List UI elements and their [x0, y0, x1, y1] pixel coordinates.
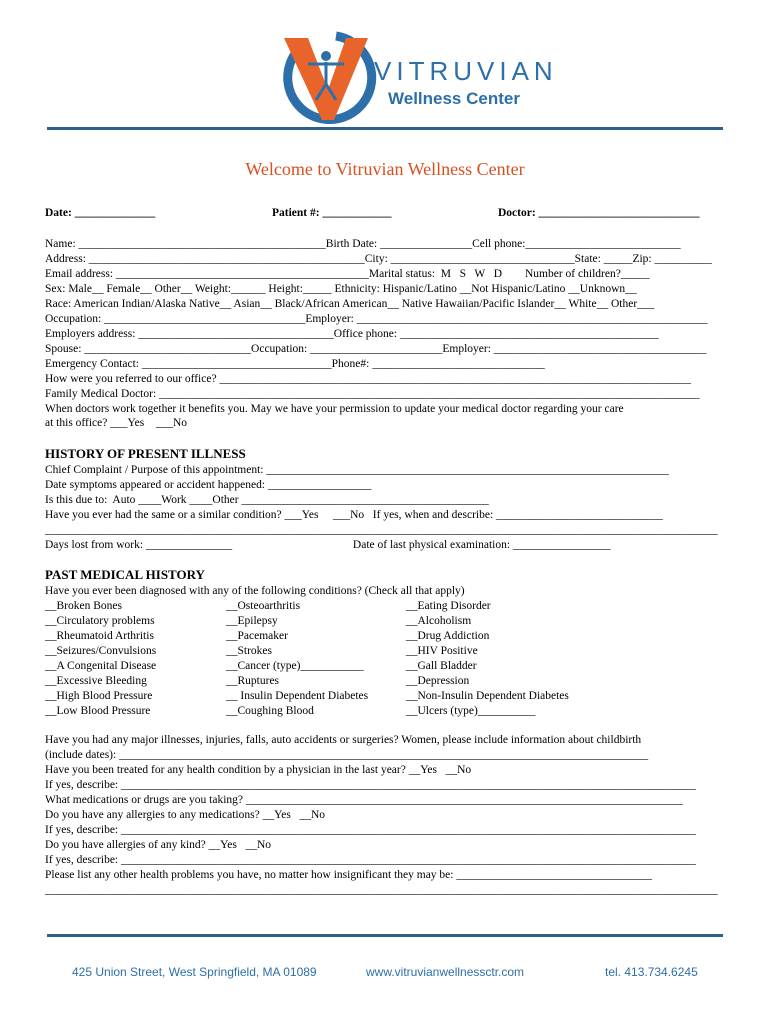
condition-checkbox[interactable]: __Ulcers (type)__________	[406, 705, 536, 717]
condition-checkbox[interactable]: __A Congenital Disease	[45, 660, 157, 672]
form-line[interactable]: Have you been treated for any health condition by a physician in the last year? __Yes __No	[45, 764, 472, 776]
condition-checkbox[interactable]: __Coughing Blood	[226, 705, 314, 717]
form-line[interactable]: Family Medical Doctor: ______________________________________________________________________________________________	[45, 388, 700, 400]
condition-checkbox[interactable]: __Broken Bones	[45, 600, 122, 612]
form-line[interactable]: If yes, describe: ____________________________________________________________________________________________________	[45, 824, 696, 836]
form-line[interactable]: _____________________________________________________________________________________________________________________	[45, 524, 718, 536]
form-line[interactable]: at this office? ___Yes ___No	[45, 417, 188, 429]
form-line[interactable]: Is this due to: Auto ____Work ____Other ___________________________________________	[45, 494, 489, 506]
condition-checkbox[interactable]: __Pacemaker	[226, 630, 288, 642]
form-line[interactable]: _____________________________________________________________________________________________________________________	[45, 884, 718, 896]
form-line[interactable]: Days lost from work: _______________ Date of last physical examination: _________________	[45, 539, 611, 551]
condition-checkbox[interactable]: __Osteoarthritis	[226, 600, 301, 612]
condition-checkbox[interactable]: __HIV Positive	[406, 645, 478, 657]
condition-checkbox[interactable]: __Eating Disorder	[406, 600, 491, 612]
form-line[interactable]: Email address: ____________________________________________Marital status: M S W D Number of children?_____	[45, 268, 650, 280]
footer-address: 425 Union Street, West Springfield, MA 01089	[72, 965, 317, 979]
condition-checkbox[interactable]: __Rheumatoid Arthritis	[45, 630, 154, 642]
logo-brand-text: VITRUVIAN	[374, 56, 558, 86]
form-line[interactable]: Occupation: ___________________________________Employer: _____________________________________________________________	[45, 313, 708, 325]
pmh-heading: PAST MEDICAL HISTORY	[45, 567, 205, 582]
form-line[interactable]: How were you referred to our office? __________________________________________________________________________________	[45, 373, 691, 385]
logo-subtitle: Wellness Center	[388, 89, 520, 108]
form-line[interactable]: Chief Complaint / Purpose of this appointment: ______________________________________________________________________	[45, 464, 669, 476]
condition-checkbox[interactable]: __Seizures/Convulsions	[45, 645, 157, 657]
date-field[interactable]: Date: ______________	[45, 207, 156, 219]
page-title: Welcome to Vitruvian Wellness Center	[245, 159, 525, 179]
form-line[interactable]: Do you have allergies of any kind? __Yes __No	[45, 839, 272, 851]
condition-checkbox[interactable]: __Low Blood Pressure	[45, 705, 151, 717]
form-line: When doctors work together it benefits you. May we have your permission to update your medical doctor regarding your care	[45, 403, 624, 415]
form-line[interactable]: Spouse: _____________________________Occupation: _______________________Employer: _____________________________________	[45, 343, 707, 355]
hpi-heading: HISTORY OF PRESENT ILLNESS	[45, 446, 246, 461]
condition-checkbox[interactable]: __Circulatory problems	[45, 615, 155, 627]
condition-checkbox[interactable]: __Cancer (type)___________	[226, 660, 364, 672]
form-line[interactable]: Have you ever had the same or a similar condition? ___Yes ___No If yes, when and describe: _____________________________	[45, 509, 663, 521]
condition-checkbox[interactable]: __Drug Addiction	[406, 630, 490, 642]
doctor-field[interactable]: Doctor: ____________________________	[498, 207, 700, 219]
condition-checkbox[interactable]: __Non-Insulin Dependent Diabetes	[406, 690, 569, 702]
form-line[interactable]: Please list any other health problems you have, no matter how insignificant they may be: __________________________________	[45, 869, 652, 881]
footer-website-link[interactable]: www.vitruvianwellnessctr.com	[366, 965, 525, 979]
condition-checkbox[interactable]: __Alcoholism	[406, 615, 472, 627]
form-line[interactable]: Name: ___________________________________________Birth Date: ________________Cell phone:___________________________	[45, 238, 681, 250]
bottom-divider	[47, 934, 723, 937]
condition-checkbox[interactable]: __High Blood Pressure	[45, 690, 153, 702]
condition-checkbox[interactable]: __Epilepsy	[226, 615, 278, 627]
pmh-intro: Have you ever been diagnosed with any of the following conditions? (Check all that apply)	[45, 585, 465, 597]
form-line[interactable]: Date symptoms appeared or accident happened: __________________	[45, 479, 372, 491]
form-line[interactable]: If yes, describe: ____________________________________________________________________________________________________	[45, 854, 696, 866]
form-line[interactable]: Emergency Contact: _________________________________Phone#: ______________________________	[45, 358, 545, 370]
condition-checkbox[interactable]: __Strokes	[226, 645, 272, 657]
condition-checkbox[interactable]: __Ruptures	[226, 675, 280, 687]
form-line[interactable]: Sex: Male__ Female__ Other__ Weight:______ Height:_____ Ethnicity: Hispanic/Latino __Not Hispanic/Latino __Unknown__	[45, 283, 637, 295]
form-line[interactable]: Employers address: __________________________________Office phone: _____________________________________________	[45, 328, 659, 340]
form-line[interactable]: Address: ________________________________________________City: ________________________________State: _____Zip: __________	[45, 253, 712, 265]
footer-phone: tel. 413.734.6245	[605, 965, 698, 979]
top-divider	[47, 127, 723, 130]
form-line[interactable]: If yes, describe: ____________________________________________________________________________________________________	[45, 779, 696, 791]
vitruvian-logo	[278, 28, 558, 124]
form-line[interactable]: (include dates): ____________________________________________________________________________________________	[45, 749, 649, 761]
form-line[interactable]: Do you have any allergies to any medications? __Yes __No	[45, 809, 325, 821]
patient-number-field[interactable]: Patient #: ____________	[272, 207, 392, 219]
condition-checkbox[interactable]: __Excessive Bleeding	[45, 675, 147, 687]
condition-checkbox[interactable]: __ Insulin Dependent Diabetes	[226, 690, 369, 702]
form-line[interactable]: What medications or drugs are you taking? ____________________________________________________________________________	[45, 794, 683, 806]
form-line[interactable]: Race: American Indian/Alaska Native__ Asian__ Black/African American__ Native Hawaiian/Pacific Islander__ White__ Other___	[45, 298, 655, 310]
condition-checkbox[interactable]: __Gall Bladder	[406, 660, 477, 672]
condition-checkbox[interactable]: __Depression	[406, 675, 470, 687]
form-line: Have you had any major illnesses, injuries, falls, auto accidents or surgeries? Women, please include information about childbirth	[45, 734, 642, 746]
